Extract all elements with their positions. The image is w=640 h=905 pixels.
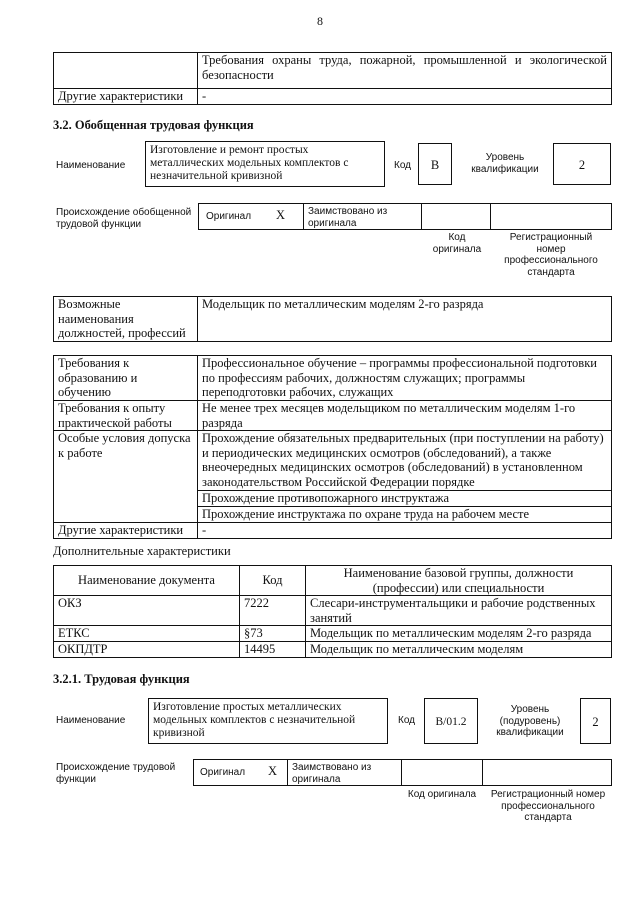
positions-table <box>53 296 612 342</box>
add-row-name: Слесари-инструментальщики и рабочие родственных занятий <box>306 596 612 626</box>
gen-code-orig-caption: Код оригинала <box>432 232 482 255</box>
gen-level-value: 2 <box>553 143 611 185</box>
tf-origin-box <box>193 759 612 786</box>
tf-borrowed-label: Заимствовано из оригинала <box>292 762 372 785</box>
tf-name-label: Наименование <box>56 715 126 726</box>
tf-code-label: Код <box>398 715 416 726</box>
tf-original-mark: X <box>268 764 278 778</box>
exp-value: Не менее трех месяцев модельщиком по металлическим моделям 1-го разряда <box>198 401 612 431</box>
tf-level-label: Уровень (подуровень) квалификации <box>496 704 564 738</box>
add-col-name-header: Наименование базовой группы, должности (профессии) или специальности <box>306 566 612 596</box>
add-row-name: Модельщик по металлическим моделям 2-го разряда <box>306 626 612 642</box>
section-heading-3-2: 3.2. Обобщенная трудовая функция <box>53 118 254 132</box>
additional-title: Дополнительные характеристики <box>53 544 231 558</box>
add-row-doc: ОКПДТР <box>54 642 240 658</box>
tf-name-value: Изготовление простых металлических модельных комплектов с незначительной кривизной <box>148 698 388 744</box>
special-label: Особые условия допуска к работе <box>54 431 198 523</box>
requirements-table <box>53 355 612 539</box>
gen-name-label: Наименование <box>56 160 126 171</box>
table-row <box>54 626 612 642</box>
page-number: 8 <box>317 14 323 28</box>
positions-label: Возможные наименования должностей, профессий <box>54 297 198 342</box>
add-col-code-header: Код <box>240 566 306 596</box>
tf-code-value: В/01.2 <box>424 698 478 744</box>
tf-reg-num-caption: Регистрационный номер профессионального стандарта <box>490 789 606 823</box>
gen-origin-label: Происхождение обобщенной трудовой функции <box>56 207 192 230</box>
section-heading-3-2-1: 3.2.1. Трудовая функция <box>53 672 190 686</box>
gen-borrowed-label: Заимствовано из оригинала <box>308 206 388 229</box>
gen-reg-num-caption: Регистрационный номер профессионального стандарта <box>504 232 598 278</box>
add-row-doc: ОКЗ <box>54 596 240 626</box>
add-row-code: 14495 <box>240 642 306 658</box>
edu-value: Профессиональное обучение – программы профессиональной подготовки по профессиям рабочих, должностям служащих; программы переподготовки рабочих, служащих <box>198 356 612 401</box>
tf-origin-label: Происхождение трудовой функции <box>56 762 176 785</box>
top-table <box>53 52 612 105</box>
add-row-code: §73 <box>240 626 306 642</box>
top-empty-cell <box>54 53 198 89</box>
positions-value: Модельщик по металлическим моделям 2-го разряда <box>198 297 612 342</box>
gen-divider-1 <box>303 203 304 230</box>
special-value-3: Прохождение инструктажа по охране труда на рабочем месте <box>198 507 612 523</box>
gen-code-value: В <box>418 143 452 185</box>
exp-label: Требования к опыту практической работы <box>54 401 198 431</box>
top-safety-requirements: Требования охраны труда, пожарной, промышленной и экологической безопасности <box>198 53 612 89</box>
top-other-label: Другие характеристики <box>54 89 198 105</box>
gen-original-mark: X <box>276 208 286 222</box>
gen-level-label: Уровень квалификации <box>471 152 539 175</box>
tf-code-orig-caption: Код оригинала <box>407 789 477 800</box>
add-row-doc: ЕТКС <box>54 626 240 642</box>
tf-divider-1 <box>287 759 288 786</box>
gen-code-label: Код <box>394 160 412 171</box>
add-col-doc-header: Наименование документа <box>54 566 240 596</box>
add-row-code: 7222 <box>240 596 306 626</box>
tf-divider-3 <box>482 759 483 786</box>
tf-original-label: Оригинал <box>200 767 246 778</box>
gen-divider-2 <box>421 203 422 230</box>
gen-name-value: Изготовление и ремонт простых металлических модельных комплектов с незначительной кривизной <box>145 141 385 187</box>
table-row <box>54 642 612 658</box>
gen-original-label: Оригинал <box>206 211 252 222</box>
add-row-name: Модельщик по металлическим моделям <box>306 642 612 658</box>
req-other-value: - <box>198 523 612 539</box>
req-other-label: Другие характеристики <box>54 523 198 539</box>
tf-divider-2 <box>401 759 402 786</box>
edu-label: Требования к образованию и обучению <box>54 356 198 401</box>
table-row <box>54 596 612 626</box>
special-value-2: Прохождение противопожарного инструктажа <box>198 491 612 507</box>
gen-divider-3 <box>490 203 491 230</box>
tf-level-value: 2 <box>580 698 611 744</box>
special-value-1: Прохождение обязательных предварительных (при поступлении на работу) и периодических медицинских осмотров (обследований), а также внеочередных медицинских осмотров (обследований) в установленном законодательством Российской Федерации порядке <box>198 431 612 491</box>
top-other-value: - <box>198 89 612 105</box>
additional-table <box>53 565 612 658</box>
